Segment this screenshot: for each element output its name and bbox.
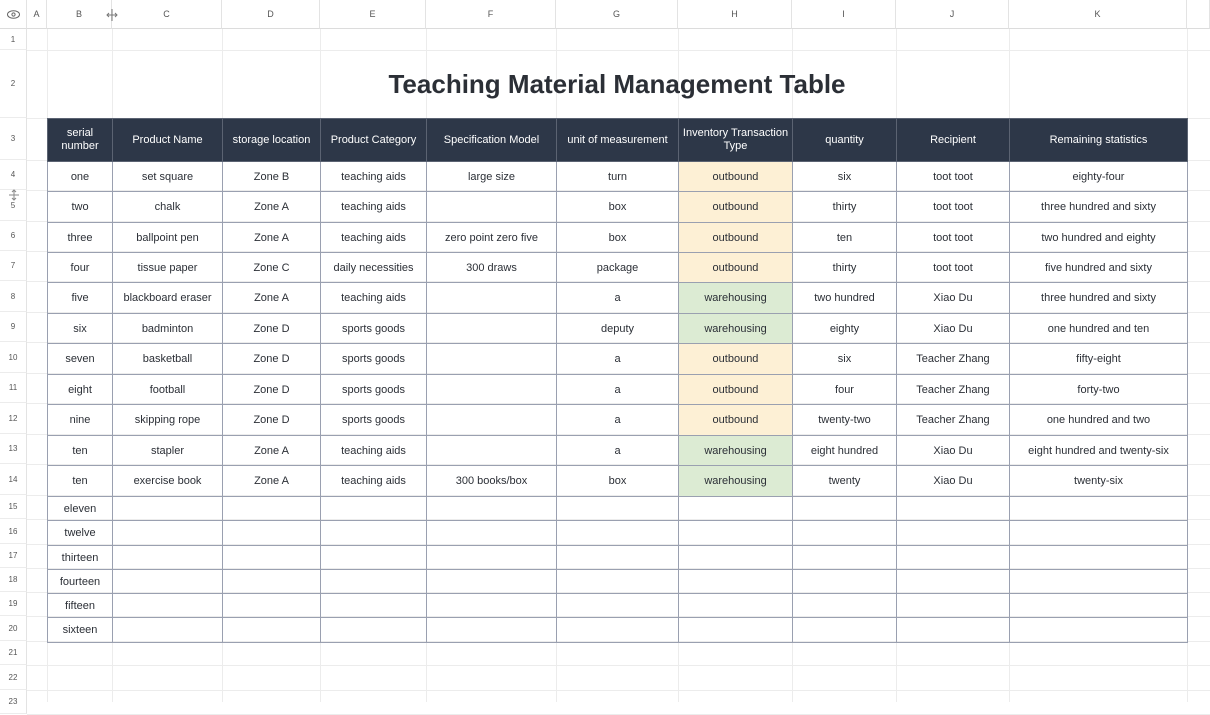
table-cell[interactable]: [793, 497, 897, 521]
row-header-15[interactable]: 15: [0, 495, 27, 519]
table-cell[interactable]: [223, 618, 321, 643]
table-row: [48, 521, 1188, 546]
table-cell[interactable]: two hundred and eighty: [1010, 223, 1188, 253]
table-cell[interactable]: four: [48, 253, 113, 283]
table-cell[interactable]: [1010, 497, 1188, 521]
table-cell[interactable]: warehousing: [679, 314, 793, 344]
table-cell[interactable]: [427, 375, 557, 405]
table-row: [48, 162, 1188, 192]
table-cell[interactable]: Zone A: [223, 436, 321, 466]
table-cell[interactable]: exercise book: [113, 466, 223, 497]
table-cell[interactable]: [557, 594, 679, 618]
table-cell[interactable]: [897, 497, 1010, 521]
table-cell[interactable]: zero point zero five: [427, 223, 557, 253]
column-header-i[interactable]: I: [792, 0, 896, 29]
table-cell[interactable]: Teacher Zhang: [897, 344, 1010, 375]
row-header-22[interactable]: 22: [0, 665, 27, 690]
row-header-2[interactable]: 2: [0, 50, 27, 118]
table-cell[interactable]: skipping rope: [113, 405, 223, 436]
table-cell[interactable]: [427, 344, 557, 375]
table-header-cell[interactable]: Recipient: [897, 119, 1010, 162]
row-header-23[interactable]: 23: [0, 690, 27, 714]
table-cell[interactable]: [113, 497, 223, 521]
table-cell[interactable]: deputy: [557, 314, 679, 344]
table-cell[interactable]: [679, 570, 793, 594]
table-cell[interactable]: turn: [557, 162, 679, 192]
table-cell[interactable]: sports goods: [321, 314, 427, 344]
table-row: [48, 405, 1188, 436]
table-cell[interactable]: four: [793, 375, 897, 405]
table-cell[interactable]: [113, 546, 223, 570]
table-cell[interactable]: 300 draws: [427, 253, 557, 283]
table-cell[interactable]: teaching aids: [321, 162, 427, 192]
table-cell[interactable]: [427, 497, 557, 521]
table-cell[interactable]: teaching aids: [321, 192, 427, 223]
table-cell[interactable]: [897, 546, 1010, 570]
table-cell[interactable]: [897, 521, 1010, 546]
table-row: [48, 594, 1188, 618]
table-cell[interactable]: [321, 594, 427, 618]
table-header-cell[interactable]: Inventory Transaction Type: [679, 119, 793, 162]
table-cell[interactable]: Zone A: [223, 283, 321, 314]
table-cell[interactable]: six: [48, 314, 113, 344]
table-cell[interactable]: fourteen: [48, 570, 113, 594]
row-header-3[interactable]: 3: [0, 118, 27, 160]
column-header-a[interactable]: A: [27, 0, 47, 29]
column-header-h[interactable]: H: [678, 0, 792, 29]
table-row: [48, 314, 1188, 344]
table-cell[interactable]: tissue paper: [113, 253, 223, 283]
table-row: [48, 253, 1188, 283]
inventory-table: [47, 118, 1188, 643]
table-cell[interactable]: teaching aids: [321, 223, 427, 253]
table-cell[interactable]: sports goods: [321, 405, 427, 436]
table-cell[interactable]: badminton: [113, 314, 223, 344]
table-cell[interactable]: thirteen: [48, 546, 113, 570]
table-cell[interactable]: outbound: [679, 405, 793, 436]
table-cell[interactable]: [113, 594, 223, 618]
row-header-16[interactable]: 16: [0, 519, 27, 544]
table-cell[interactable]: toot toot: [897, 253, 1010, 283]
table-cell[interactable]: basketball: [113, 344, 223, 375]
grid-line-horizontal: [27, 665, 1210, 666]
table-header-cell[interactable]: Product Category: [321, 119, 427, 162]
table-cell[interactable]: eighty: [793, 314, 897, 344]
table-cell[interactable]: warehousing: [679, 436, 793, 466]
table-cell[interactable]: ten: [793, 223, 897, 253]
table-cell[interactable]: seven: [48, 344, 113, 375]
table-cell[interactable]: eleven: [48, 497, 113, 521]
table-row: [48, 466, 1188, 497]
table-cell[interactable]: large size: [427, 162, 557, 192]
row-header-14[interactable]: 14: [0, 464, 27, 495]
grid-line-horizontal: [27, 690, 1210, 691]
table-cell[interactable]: Zone C: [223, 253, 321, 283]
table-cell[interactable]: sports goods: [321, 375, 427, 405]
table-cell[interactable]: outbound: [679, 253, 793, 283]
table-cell[interactable]: [679, 618, 793, 643]
table-cell[interactable]: [793, 521, 897, 546]
table-cell[interactable]: a: [557, 283, 679, 314]
column-header-b[interactable]: B: [47, 0, 112, 29]
table-cell[interactable]: warehousing: [679, 283, 793, 314]
table-cell[interactable]: three hundred and sixty: [1010, 283, 1188, 314]
table-cell[interactable]: daily necessities: [321, 253, 427, 283]
table-cell[interactable]: [427, 546, 557, 570]
table-cell[interactable]: [1010, 618, 1188, 643]
table-cell[interactable]: Zone A: [223, 466, 321, 497]
table-row: [48, 192, 1188, 223]
table-row: [48, 283, 1188, 314]
table-cell[interactable]: warehousing: [679, 466, 793, 497]
table-cell[interactable]: Zone A: [223, 192, 321, 223]
table-row: [48, 223, 1188, 253]
table-cell[interactable]: [427, 594, 557, 618]
column-header-d[interactable]: D: [222, 0, 320, 29]
table-cell[interactable]: a: [557, 375, 679, 405]
table-cell[interactable]: one: [48, 162, 113, 192]
table-cell[interactable]: football: [113, 375, 223, 405]
table-cell[interactable]: Zone B: [223, 162, 321, 192]
table-header-cell[interactable]: Product Name: [113, 119, 223, 162]
table-cell[interactable]: [427, 436, 557, 466]
table-cell[interactable]: thirty: [793, 192, 897, 223]
table-cell[interactable]: toot toot: [897, 162, 1010, 192]
table-row: [48, 546, 1188, 570]
table-cell[interactable]: Zone D: [223, 344, 321, 375]
table-cell[interactable]: Teacher Zhang: [897, 405, 1010, 436]
table-cell[interactable]: twenty-two: [793, 405, 897, 436]
column-header-f[interactable]: F: [426, 0, 556, 29]
table-cell[interactable]: [321, 521, 427, 546]
table-cell[interactable]: five hundred and sixty: [1010, 253, 1188, 283]
table-cell[interactable]: [223, 570, 321, 594]
table-cell[interactable]: [113, 618, 223, 643]
table-cell[interactable]: [1010, 546, 1188, 570]
table-cell[interactable]: twenty: [793, 466, 897, 497]
row-header-10[interactable]: 10: [0, 342, 27, 373]
table-cell[interactable]: blackboard eraser: [113, 283, 223, 314]
table-cell[interactable]: teaching aids: [321, 436, 427, 466]
row-header-6[interactable]: 6: [0, 221, 27, 251]
table-cell[interactable]: twenty-six: [1010, 466, 1188, 497]
table-cell[interactable]: [223, 546, 321, 570]
table-cell[interactable]: six: [793, 344, 897, 375]
table-cell[interactable]: outbound: [679, 223, 793, 253]
table-cell[interactable]: [1010, 521, 1188, 546]
eye-icon[interactable]: [0, 0, 27, 29]
row-header-11[interactable]: 11: [0, 373, 27, 403]
column-header-e[interactable]: E: [320, 0, 426, 29]
table-row: [48, 618, 1188, 643]
table-cell[interactable]: Xiao Du: [897, 314, 1010, 344]
row-header-19[interactable]: 19: [0, 592, 27, 616]
table-cell[interactable]: sports goods: [321, 344, 427, 375]
table-cell[interactable]: outbound: [679, 162, 793, 192]
table-cell[interactable]: one hundred and ten: [1010, 314, 1188, 344]
table-cell[interactable]: set square: [113, 162, 223, 192]
table-cell[interactable]: [557, 618, 679, 643]
table-cell[interactable]: [113, 570, 223, 594]
column-header-g[interactable]: G: [556, 0, 678, 29]
table-header-cell[interactable]: quantity: [793, 119, 897, 162]
table-cell[interactable]: package: [557, 253, 679, 283]
table-cell[interactable]: [897, 570, 1010, 594]
table-cell[interactable]: thirty: [793, 253, 897, 283]
table-cell[interactable]: Zone D: [223, 405, 321, 436]
table-cell[interactable]: [427, 192, 557, 223]
table-cell[interactable]: box: [557, 466, 679, 497]
table-cell[interactable]: [321, 546, 427, 570]
table-cell[interactable]: [793, 594, 897, 618]
table-cell[interactable]: fifteen: [48, 594, 113, 618]
table-cell[interactable]: three: [48, 223, 113, 253]
table-cell[interactable]: eight hundred: [793, 436, 897, 466]
table-cell[interactable]: [1010, 594, 1188, 618]
table-cell[interactable]: ballpoint pen: [113, 223, 223, 253]
table-cell[interactable]: three hundred and sixty: [1010, 192, 1188, 223]
table-header-cell[interactable]: unit of measurement: [557, 119, 679, 162]
table-cell[interactable]: [1010, 570, 1188, 594]
table-cell[interactable]: [679, 521, 793, 546]
table-cell[interactable]: chalk: [113, 192, 223, 223]
column-header-blank[interactable]: [1187, 0, 1210, 29]
row-header-1[interactable]: 1: [0, 29, 27, 50]
table-cell[interactable]: [427, 314, 557, 344]
table-cell[interactable]: outbound: [679, 375, 793, 405]
table-cell[interactable]: box: [557, 223, 679, 253]
table-cell[interactable]: a: [557, 405, 679, 436]
table-cell[interactable]: [793, 618, 897, 643]
row-header-7[interactable]: 7: [0, 251, 27, 281]
row-header-13[interactable]: 13: [0, 434, 27, 464]
table-cell[interactable]: [223, 521, 321, 546]
column-header-k[interactable]: K: [1009, 0, 1187, 29]
table-cell[interactable]: Zone D: [223, 375, 321, 405]
table-cell[interactable]: a: [557, 344, 679, 375]
table-cell[interactable]: Zone A: [223, 223, 321, 253]
table-cell[interactable]: [557, 521, 679, 546]
table-cell[interactable]: Xiao Du: [897, 466, 1010, 497]
table-cell[interactable]: five: [48, 283, 113, 314]
table-cell[interactable]: 300 books/box: [427, 466, 557, 497]
column-header-c[interactable]: C: [112, 0, 222, 29]
table-cell[interactable]: box: [557, 192, 679, 223]
table-cell[interactable]: [793, 570, 897, 594]
table-cell[interactable]: fifty-eight: [1010, 344, 1188, 375]
table-cell[interactable]: Xiao Du: [897, 436, 1010, 466]
table-cell[interactable]: [897, 618, 1010, 643]
table-cell[interactable]: stapler: [113, 436, 223, 466]
table-cell[interactable]: [427, 405, 557, 436]
column-header-j[interactable]: J: [896, 0, 1009, 29]
table-cell[interactable]: [321, 570, 427, 594]
row-expand-icon[interactable]: [8, 188, 20, 200]
table-cell[interactable]: two hundred: [793, 283, 897, 314]
table-cell[interactable]: Zone D: [223, 314, 321, 344]
table-cell[interactable]: [793, 546, 897, 570]
table-cell[interactable]: [427, 283, 557, 314]
table-row: [48, 570, 1188, 594]
table-header-cell[interactable]: serial number: [48, 119, 113, 162]
table-cell[interactable]: [679, 546, 793, 570]
table-row: [48, 375, 1188, 405]
row-header-4[interactable]: 4: [0, 160, 27, 190]
table-cell[interactable]: [557, 570, 679, 594]
table-cell[interactable]: eighty-four: [1010, 162, 1188, 192]
table-header-cell[interactable]: Specification Model: [427, 119, 557, 162]
table-cell[interactable]: [223, 497, 321, 521]
table-row: [48, 436, 1188, 466]
row-header-8[interactable]: 8: [0, 281, 27, 312]
table-cell[interactable]: [557, 497, 679, 521]
table-row: [48, 497, 1188, 521]
table-cell[interactable]: [427, 521, 557, 546]
table-cell[interactable]: eight hundred and twenty-six: [1010, 436, 1188, 466]
table-cell[interactable]: [321, 497, 427, 521]
row-header-20[interactable]: 20: [0, 616, 27, 641]
table-cell[interactable]: Teacher Zhang: [897, 375, 1010, 405]
table-cell[interactable]: [223, 594, 321, 618]
table-cell[interactable]: [679, 497, 793, 521]
table-cell[interactable]: toot toot: [897, 223, 1010, 253]
table-cell[interactable]: [427, 618, 557, 643]
table-cell[interactable]: ten: [48, 436, 113, 466]
table-header-row: [48, 119, 1188, 162]
table-cell[interactable]: [321, 618, 427, 643]
row-header-21[interactable]: 21: [0, 641, 27, 665]
table-cell[interactable]: outbound: [679, 192, 793, 223]
table-header-cell[interactable]: storage location: [223, 119, 321, 162]
row-header-5[interactable]: 5: [0, 190, 27, 221]
table-cell[interactable]: outbound: [679, 344, 793, 375]
table-row: [48, 344, 1188, 375]
table-cell[interactable]: ten: [48, 466, 113, 497]
table-title: Teaching Material Management Table: [388, 68, 846, 99]
table-cell[interactable]: two: [48, 192, 113, 223]
table-cell[interactable]: eight: [48, 375, 113, 405]
table-cell[interactable]: twelve: [48, 521, 113, 546]
table-cell[interactable]: teaching aids: [321, 283, 427, 314]
table-cell[interactable]: [427, 570, 557, 594]
table-cell[interactable]: forty-two: [1010, 375, 1188, 405]
table-cell[interactable]: toot toot: [897, 192, 1010, 223]
table-cell[interactable]: sixteen: [48, 618, 113, 643]
table-cell[interactable]: [679, 594, 793, 618]
table-cell[interactable]: [113, 521, 223, 546]
table-cell[interactable]: nine: [48, 405, 113, 436]
table-cell[interactable]: one hundred and two: [1010, 405, 1188, 436]
row-header-12[interactable]: 12: [0, 403, 27, 434]
table-cell[interactable]: a: [557, 436, 679, 466]
row-header-18[interactable]: 18: [0, 568, 27, 592]
row-header-9[interactable]: 9: [0, 312, 27, 342]
row-header-17[interactable]: 17: [0, 544, 27, 568]
column-resize-icon[interactable]: [106, 8, 118, 22]
table-header-cell[interactable]: Remaining statistics: [1010, 119, 1188, 162]
table-cell[interactable]: [897, 594, 1010, 618]
table-cell[interactable]: teaching aids: [321, 466, 427, 497]
table-cell[interactable]: [557, 546, 679, 570]
table-cell[interactable]: six: [793, 162, 897, 192]
table-cell[interactable]: Xiao Du: [897, 283, 1010, 314]
